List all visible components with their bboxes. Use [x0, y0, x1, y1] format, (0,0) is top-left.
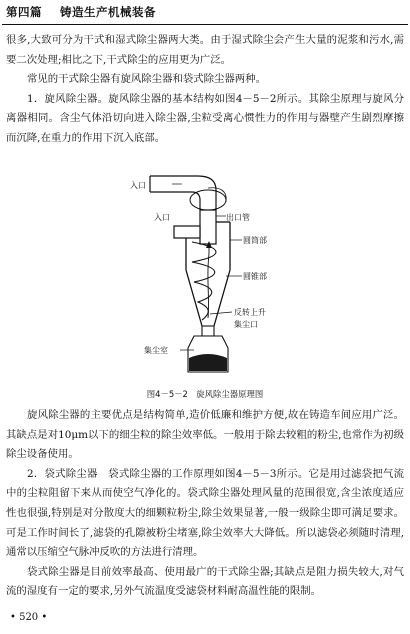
paragraph: 常见的干式除尘器有旋风除尘器和袋式除尘器两种。 [27, 73, 266, 86]
header-part: 第四篇 [6, 5, 42, 19]
label-outlet-pipe: 出口管 [226, 213, 250, 222]
label-dust-outlet: 集尘口 [234, 320, 258, 329]
figure-caption: 图4－5－2 旋风除尘器原理图 [146, 389, 264, 399]
label-inlet-top: 入口 [130, 181, 146, 190]
header-title: 铸造生产机械装备 [60, 5, 157, 19]
cyclone-diagram [88, 158, 318, 380]
header-text [6, 4, 156, 20]
page-number: • 520 • [10, 612, 48, 623]
paragraph: 很多,大致可分为干式和湿式除尘器两大类。由于湿式除尘会产生大量的泥浆和污水,需要二次处理;相比之下,干式除尘的应用更为广泛。 [6, 34, 404, 66]
running-header [0, 0, 410, 22]
paragraph: 袋式除尘器是目前效率最高、使用最广的干式除尘器;其缺点是阻力损失较大,对气流的湿度有一定的要求,另外气流温度受滤袋材料耐高温性能的限制。 [6, 565, 404, 598]
label-dust-chamber: 集尘室 [144, 346, 168, 355]
label-cone: 圆锥部 [243, 272, 267, 281]
paragraph: 1．旋风除尘器。旋风除尘器的基本结构如图4－5－2所示。其除尘原理与旋风分离器相同。含尘气体沿切向进入除尘器,尘粒受离心惯性力的作用与器壁产生剧烈摩擦而沉降,在重力的作用下沉入底部。 [6, 92, 404, 144]
label-reverse-up: 反转上升 [234, 308, 266, 317]
cyclone-svg [88, 158, 318, 380]
body-text-top [6, 31, 404, 149]
paragraph: 旋风除尘器的主要优点是结构简单,造价低廉和维护方便,故在铸造车间应用广泛。其缺点是对10μm以下的细尘粒的除尘效率低。一般用于除去较粗的粉尘,也常作为初级除尘设备使用。 [6, 409, 404, 461]
label-inlet-side: 入口 [154, 213, 170, 222]
label-cylinder: 圆筒部 [243, 236, 267, 245]
body-text-bottom [6, 406, 404, 602]
header-rule [2, 24, 408, 25]
paragraph: 2．袋式除尘器 袋式除尘器的工作原理如图4－5－3所示。它是用过滤袋把气流中的尘粒阻留下来从而使空气净化的。袋式除尘器处理风量的范围很宽,含尘浓度适应性也很强,特别是对分散度大的细颗粒粉尘,除尘效果显著,一般一级除尘即可满足要求。可是工作时间长了,滤袋的孔隙被粉尘堵塞,除尘效率大大降低。所以滤袋必须随时清理,通常以压缩空气脉冲反吹的方法进行清理。 [6, 467, 404, 559]
